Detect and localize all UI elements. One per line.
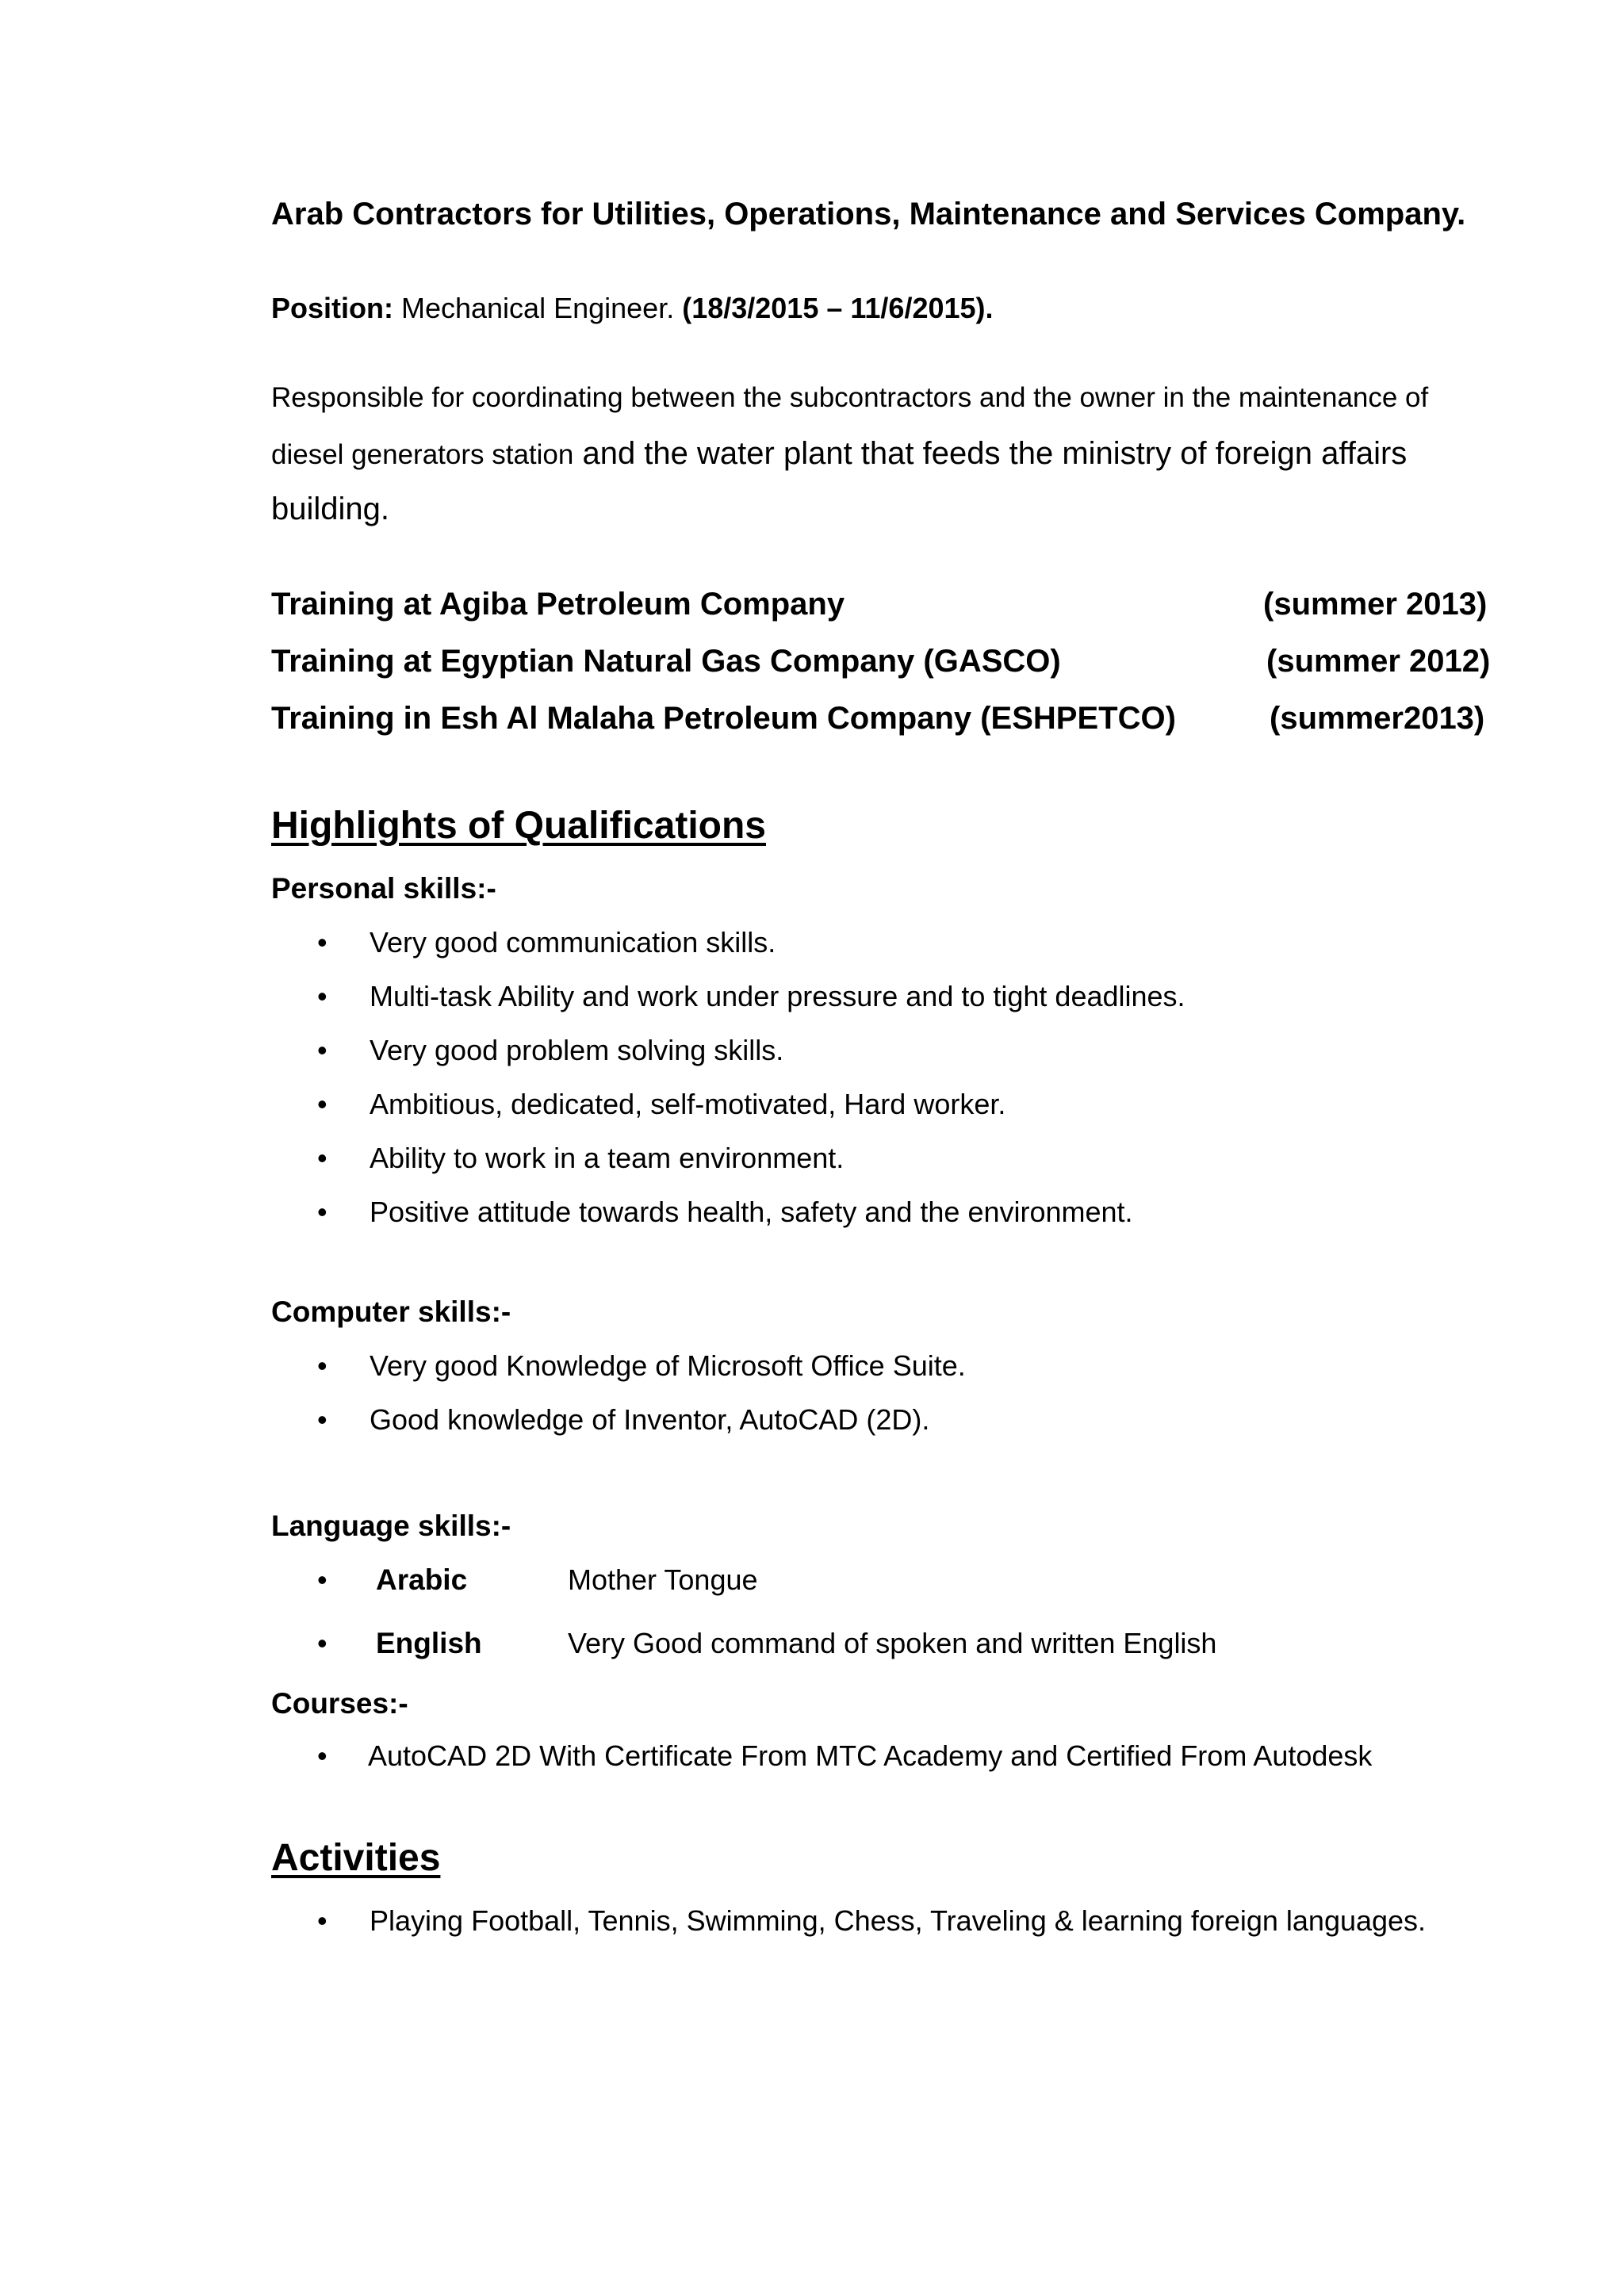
bullet: •	[317, 926, 327, 959]
list-item: Ambitious, dedicated, self-motivated, Hard worker.	[370, 1088, 1006, 1120]
list-item: Ability to work in a team environment.	[370, 1142, 845, 1174]
language-level: Mother Tongue	[568, 1563, 758, 1596]
activities-heading: Activities	[271, 1837, 441, 1879]
company-name: Arab Contractors for Utilities, Operations, Maintenance and Services Company.	[271, 197, 1466, 232]
list-item: Very good communication skills.	[370, 926, 776, 959]
training-title: Training in Esh Al Malaha Petroleum Company (ESHPETCO)	[271, 701, 1176, 736]
bullet: •	[317, 1403, 327, 1436]
training-date: (summer 2013)	[1263, 587, 1488, 622]
bullet: •	[317, 1739, 327, 1772]
bullet: •	[317, 1088, 327, 1120]
bullet: •	[317, 1563, 327, 1596]
language-skills-label: Language skills:-	[271, 1510, 511, 1542]
training-title: Training at Agiba Petroleum Company	[271, 587, 845, 622]
courses-label: Courses:-	[271, 1687, 408, 1720]
list-item: Positive attitude towards health, safety and the environment.	[370, 1196, 1133, 1228]
bullet: •	[317, 1034, 327, 1066]
language-name: English	[376, 1627, 482, 1659]
responsibility-line-1: Responsible for coordinating between the subcontractors and the owner in the maintenance of	[271, 382, 1429, 413]
language-level: Very Good command of spoken and written English	[568, 1627, 1217, 1659]
training-date: (summer 2012)	[1266, 644, 1491, 679]
list-item: Very good problem solving skills.	[370, 1034, 784, 1066]
bullet: •	[317, 980, 327, 1012]
list-item: Good knowledge of Inventor, AutoCAD (2D).	[370, 1403, 930, 1436]
position-label: Position:	[271, 292, 393, 324]
position-dates: (18/3/2015 – 11/6/2015).	[682, 292, 994, 324]
list-item: AutoCAD 2D With Certificate From MTC Academy and Certified From Autodesk	[368, 1739, 1373, 1772]
list-item: Very good Knowledge of Microsoft Office Suite.	[370, 1349, 966, 1382]
qualifications-heading: Highlights of Qualifications	[271, 805, 766, 847]
language-name: Arabic	[376, 1563, 468, 1596]
responsibility-line-2-end: and the water plant that feeds the ministry of foreign affairs	[573, 436, 1408, 471]
position-line	[271, 292, 994, 325]
bullet: •	[317, 1142, 327, 1174]
position-title: Mechanical Engineer.	[393, 292, 683, 324]
responsibility-line-3: building.	[271, 492, 390, 526]
bullet: •	[317, 1349, 327, 1382]
bullet: •	[317, 1904, 327, 1937]
training-date: (summer2013)	[1270, 701, 1485, 736]
list-item: Playing Football, Tennis, Swimming, Chess, Traveling & learning foreign languages.	[370, 1904, 1427, 1937]
responsibility-line-2-start: diesel generators station	[271, 439, 574, 470]
personal-skills-label: Personal skills:-	[271, 872, 496, 905]
bullet: •	[317, 1627, 327, 1659]
training-title: Training at Egyptian Natural Gas Company (GASCO)	[271, 644, 1061, 679]
responsibility-line-2	[271, 436, 1407, 472]
list-item: Multi-task Ability and work under pressure and to tight deadlines.	[370, 980, 1185, 1012]
bullet: •	[317, 1196, 327, 1228]
computer-skills-label: Computer skills:-	[271, 1295, 511, 1328]
